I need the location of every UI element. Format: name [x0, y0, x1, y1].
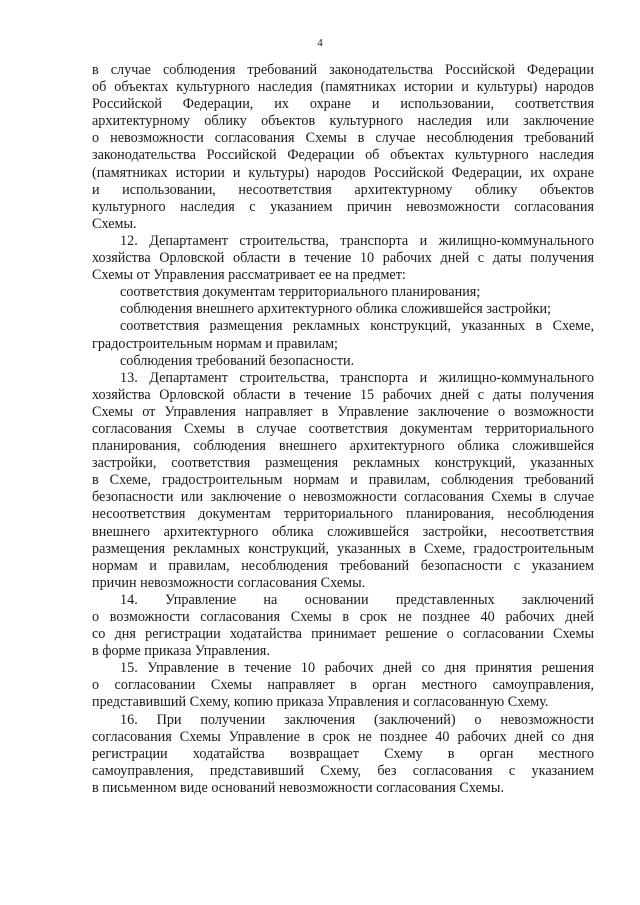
text-line: о возможности согласования Схемы в срок не позднее 40 рабочих дней — [92, 609, 594, 625]
text-line: 15. Управление в течение 10 рабочих дней со дня принятия решения — [120, 660, 594, 677]
text-line: планирования, соблюдения внешнего архитектурного облика сложившейся — [92, 438, 594, 455]
text-line: и использовании, несоответствия архитектурному облику объектов — [92, 181, 594, 198]
text-line: хозяйства Орловской области в течение 15 рабочих дней с даты получения — [92, 386, 594, 403]
text-line: Схемы. — [92, 215, 137, 232]
text-line: об объектах культурного наследия (памятниках истории и культуры) народов — [92, 79, 594, 96]
text-line: застройки, соответствия размещения рекламных конструкций, указанных — [92, 455, 594, 472]
document-body — [92, 62, 594, 797]
text-line: внешнего архитектурного облика сложившейся застройки, несоответствия — [92, 523, 594, 540]
text-line: 13. Департамент строительства, транспорта и жилищно-коммунального — [120, 369, 594, 386]
text-line: нормам и правилам, несоблюдения требований безопасности с указанием — [92, 557, 594, 574]
text-line: несоответствия документам территориального планирования, несоблюдения — [92, 506, 594, 523]
text-line: в Схеме, градостроительным нормам и правилам, соблюдения требований — [92, 472, 594, 489]
text-line: со дня регистрации ходатайства принимает решение о согласовании Схемы — [92, 626, 594, 643]
text-line: соответствия документам территориального планирования; — [120, 284, 481, 301]
text-line: самоуправления, представивший Схему, без согласования с указанием — [92, 762, 594, 779]
text-line: 14. Управление на основании представленных заключений — [120, 591, 594, 608]
page-number: 4 — [317, 37, 323, 49]
text-line: соблюдения требований безопасности. — [120, 352, 355, 369]
text-line: 16. При получении заключения (заключений) о невозможности — [120, 711, 594, 728]
text-line: Российской Федерации, их охране и использовании, соответствия — [92, 96, 594, 113]
text-line: Схемы от Управления направляет в Управление заключение о возможности — [92, 403, 594, 420]
text-line: соответствия размещения рекламных конструкций, указанных в Схеме, — [120, 318, 594, 335]
text-line: в случае соблюдения требований законодательства Российской Федерации — [92, 62, 594, 78]
text-line: хозяйства Орловской области в течение 10 рабочих дней с даты получения — [92, 250, 594, 267]
text-line: соблюдения внешнего архитектурного облика сложившейся застройки; — [120, 301, 552, 318]
text-line: архитектурному облику объектов культурного наследия или заключение — [92, 113, 594, 130]
text-line: культурного наследия с указанием причин невозможности согласования — [92, 198, 594, 215]
text-line: размещения рекламных конструкций, указанных в Схеме, градостроительным — [92, 540, 594, 557]
text-line: согласования Схемы в случае соответствия документам территориального — [92, 420, 594, 437]
text-line: (памятниках истории и культуры) народов Российской Федерации, их охране — [92, 164, 594, 181]
text-line: регистрации ходатайства возвращает Схему в орган местного — [92, 745, 594, 762]
text-line: о невозможности согласования Схемы в случае несоблюдения требований — [92, 130, 594, 147]
text-line: законодательства Российской Федерации об объектах культурного наследия — [92, 147, 594, 164]
text-line: в форме приказа Управления. — [92, 643, 270, 660]
text-line: согласования Схемы Управление в срок не позднее 40 рабочих дней со дня — [92, 728, 594, 745]
text-line: 12. Департамент строительства, транспорта и жилищно-коммунального — [120, 232, 594, 249]
text-line: о согласовании Схемы направляет в орган местного самоуправления, — [92, 677, 594, 694]
text-line: градостроительным нормам и правилам; — [92, 335, 339, 352]
text-line: представивший Схему, копию приказа Управления и согласованную Схему. — [92, 694, 549, 711]
text-line: в письменном виде оснований невозможности согласования Схемы. — [92, 779, 504, 796]
text-line: безопасности или заключение о невозможности согласования Схемы в случае — [92, 489, 594, 506]
text-line: Схемы от Управления рассматривает ее на предмет: — [92, 267, 406, 284]
text-line: причин невозможности согласования Схемы. — [92, 574, 366, 591]
